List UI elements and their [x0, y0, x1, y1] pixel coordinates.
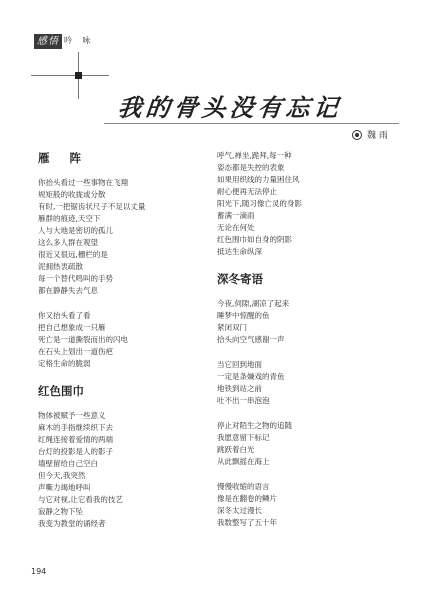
poem-shendong-jiyu [217, 271, 397, 529]
stanza [217, 481, 397, 529]
poem-line: 蓄满一滴雨 [217, 211, 255, 220]
poem-line: 雁群的痕迹,天空下 [38, 214, 101, 223]
title-underline [104, 123, 399, 124]
poem-line: 呼气,禅坐,跪拜,每一种 [217, 151, 292, 160]
poem-line: 你抬头看过一些事物在飞翔 [38, 178, 128, 187]
poem-line: 抵达生命纵深 [217, 247, 262, 256]
poem-line: 死亡是一道撕裂而出的闪电 [38, 335, 128, 344]
poem-line: 都在静静失去气息 [38, 286, 98, 295]
poem-line: 吐不出一串泡泡 [217, 396, 270, 405]
poem-line: 深冬太过漫长 [217, 506, 262, 515]
poem-line: 每一个替代鸣叫的手势 [38, 274, 113, 283]
poem-line: 台灯的投影是人的影子 [38, 447, 113, 456]
poem-line: 姿态都是失控的表象 [217, 163, 285, 172]
section-label: 吟 咏 [64, 36, 95, 45]
poem-hongse-weijin [38, 383, 203, 530]
poem-line: 无论在何处 [217, 223, 255, 232]
poem-line: 睡梦中惊醒的鱼 [217, 311, 270, 320]
poem-line: 这么多人群在观望 [38, 238, 98, 247]
poem-line: 定格生命的脆弱 [38, 359, 91, 368]
poem-line: 人与大地是密切的孤儿 [38, 226, 113, 235]
decorative-square [75, 72, 82, 79]
right-column [217, 150, 397, 542]
poem-line: 从此飘摇在海上 [217, 457, 270, 466]
stanza [38, 177, 203, 297]
stanza [217, 359, 397, 407]
poem-line: 慢慢收缩的语言 [217, 482, 270, 491]
poem-line: 与它对视,让它看我的技艺 [38, 495, 123, 504]
poem-line: 像是在翻卷的鳞片 [217, 494, 277, 503]
poem-line: 很近又很远,栅栏的是 [38, 250, 108, 259]
poem-line: 当它回到地面 [217, 360, 262, 369]
poem-line: 今夜,伺隙,湖凉了起来 [217, 299, 290, 308]
poem-line: 如果用织线的力量困住风 [217, 175, 300, 184]
poem-line: 红绳连接着爱情的两端 [38, 435, 113, 444]
bullet-circle-icon [352, 130, 362, 140]
poem-line: 声嘶力竭地呼叫 [38, 483, 91, 492]
poem-line: 阳光下,随习像亡灵的身影 [217, 199, 302, 208]
author-name: 魏 雨 [367, 131, 388, 141]
poem-line: 红色围巾如自身的阴影 [217, 235, 292, 244]
poem-title: 雁 阵 [38, 151, 90, 165]
poem-line: 泥拥热衷疏散 [38, 262, 83, 271]
left-column [38, 150, 203, 543]
poem-line: 停止对陌生之物的追随 [217, 421, 292, 430]
article-title: 我的骨头没有忘记 [116, 93, 344, 122]
poem-line: 我数整写了五十年 [217, 518, 277, 527]
stanza [38, 410, 203, 530]
poem-line: 拾头向空气感谢一声 [217, 335, 285, 344]
stanza [217, 420, 397, 468]
poem-line: 耐心便再无法停止 [217, 187, 277, 196]
poem-line: 紧闭双门 [217, 323, 247, 332]
poem-line: 在石头上划出一道伤疤 [38, 347, 113, 356]
poem-title: 红色围巾 [38, 384, 84, 398]
poem-yanzhen [38, 150, 203, 370]
poem-line: 一定是条嫌戏的青鱼 [217, 372, 285, 381]
poem-line: 我变为教堂的诵经者 [38, 519, 106, 528]
poem-line: 规矩般的收拢或分散 [38, 190, 106, 199]
poem-line: 麻木的手指继续织下去 [38, 423, 113, 432]
poem-line: 跳跃着白光 [217, 445, 255, 454]
stanza [217, 298, 397, 346]
author-byline [352, 128, 388, 141]
page-number: 194 [31, 567, 47, 576]
poem-line: 地铁到站之前 [217, 384, 262, 393]
poem-line: 你又抬头看了看 [38, 311, 91, 320]
poem-line: 我愿意留下标记 [217, 433, 270, 442]
stanza [217, 150, 397, 258]
poem-line: 但今天,我突然 [38, 471, 86, 480]
decorative-rule-horizontal [31, 75, 109, 76]
stanza [38, 310, 203, 370]
poem-line: 寂静之物下坠 [38, 507, 83, 516]
poem-line: 物体被赋予一些意义 [38, 411, 106, 420]
poem-line: 有时,一把锯齿状尺子不足以丈量 [38, 202, 146, 211]
poem-hongse-weijin-continued [217, 150, 397, 258]
poem-title: 深冬寄语 [217, 272, 263, 286]
poem-line: 墙壁留给自己空白 [38, 459, 98, 468]
section-badge: 感悟 [34, 34, 62, 49]
poem-line: 把自己想象成一只雁 [38, 323, 106, 332]
